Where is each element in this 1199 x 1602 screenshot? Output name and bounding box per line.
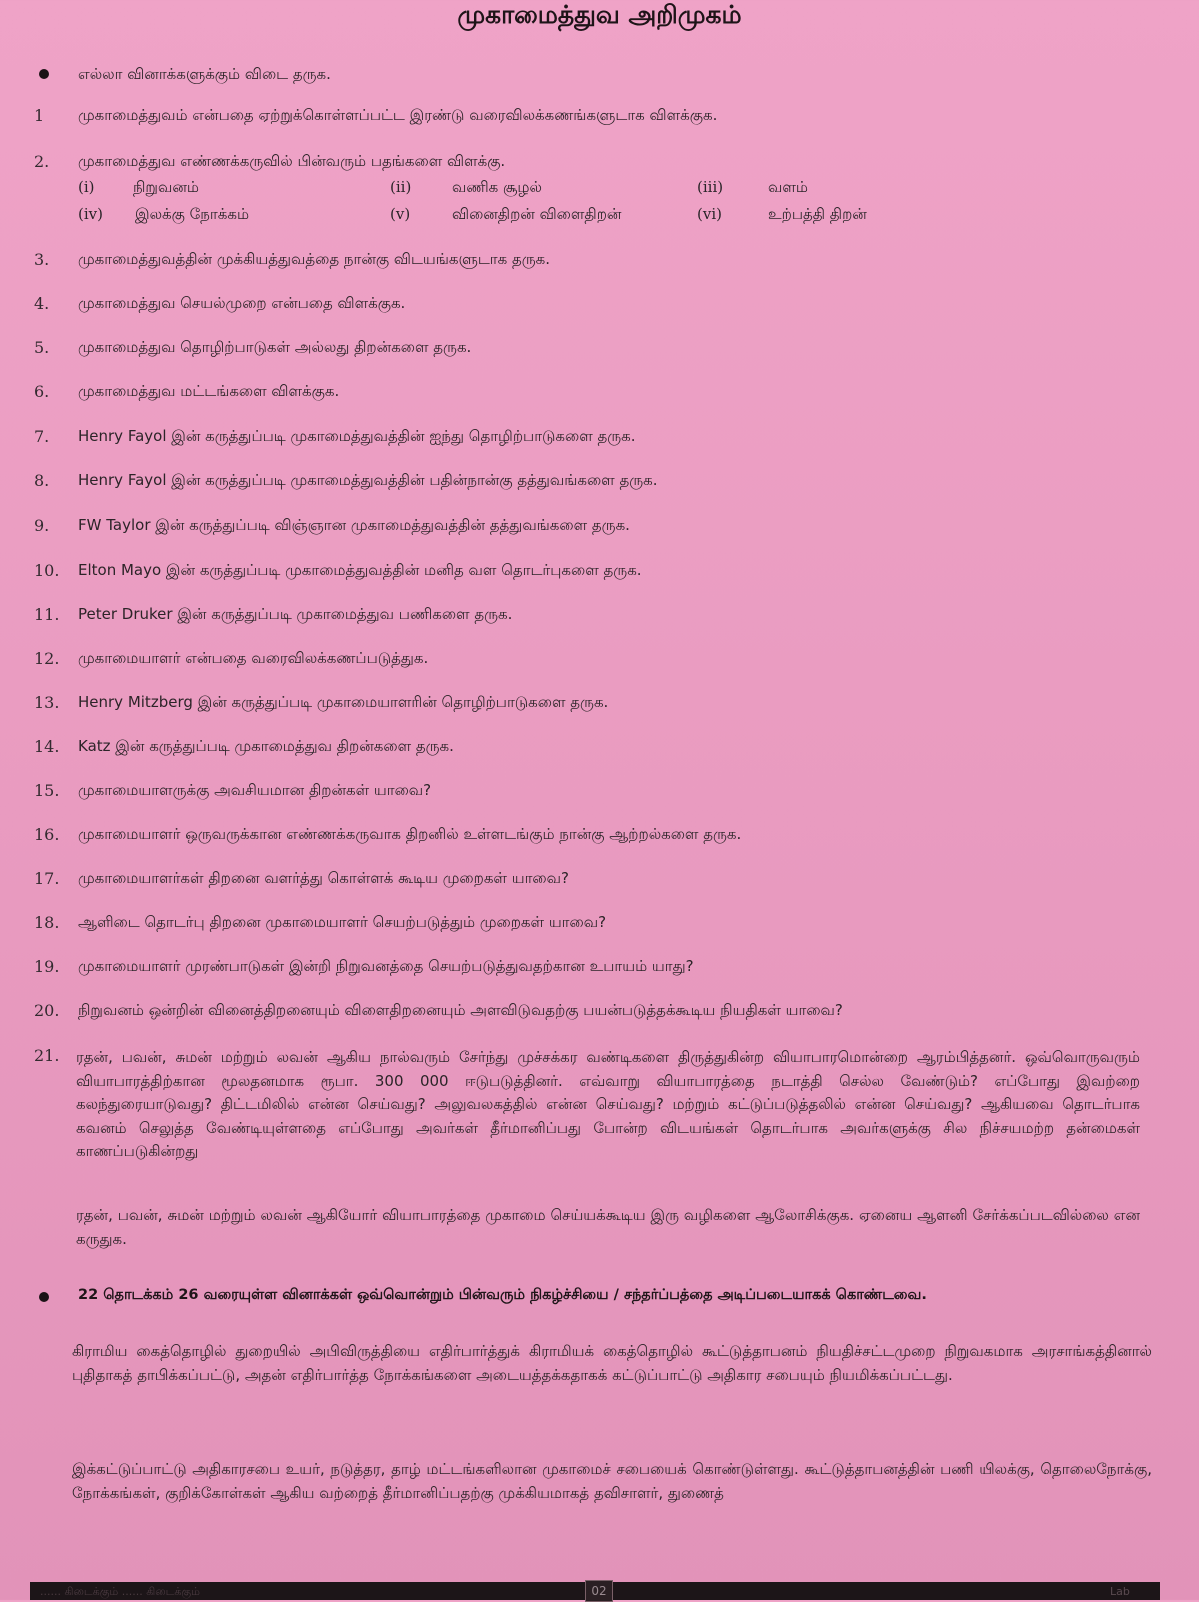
question-number: 8. [34, 471, 50, 490]
question-text: முகாமைத்துவ தொழிற்பாடுகள் அல்லது திறன்களை தருக. [78, 338, 472, 356]
term-number: (i) [78, 178, 95, 196]
question-number: 3. [34, 250, 50, 269]
term-number: (iv) [78, 205, 103, 223]
question-number: 4. [34, 294, 50, 313]
question-text: Henry Fayol இன் கருத்துப்படி முகாமைத்துவத்தின் ஐந்து தொழிற்பாடுகளை தருக. [78, 427, 636, 445]
question-number: 10. [34, 561, 60, 580]
case-paragraph: இக்கட்டுப்பாட்டு அதிகாரசபை உயர், நடுத்தர, தாழ் மட்டங்களிலான முகாமைச் சபையைக் கொண்டுள்ளது. கூட்டுத்தாபனத்தின் பணி யிலக்கு, தொலைநோக்கு, நோக்கங்கள், குறிக்கோள்கள் ஆகிய வற்றைத் தீர்மானிப்பதற்கு முக்கியமாகத் தவிசாளர், துணைத் [72, 1460, 1152, 1502]
question-text: FW Taylor இன் கருத்துப்படி விஞ்ஞான முகாமைத்துவத்தின் தத்துவங்களை தருக. [78, 516, 630, 534]
q21-scenario-paragraph: ரதன், பவன், சுமன் மற்றும் லவன் ஆகிய நால்வரும் சேர்ந்து முச்சக்கர வண்டிகளை திருத்துகின்ற வியாபாரமொன்றை ஆரம்பித்தனர். ஒவ்வொருவரும் வியாபாரத்திற்கான மூலதனமாக ரூபா. 300 000 ஈடுபடுத்தினர். எவ்வாறு வியாபாரத்தை நடாத்தி செல்ல வேண்டும்? எப்போது இவற்றை கலந்துரையாடுவது? திட்டமிலில் என்ன செய்வது? அலுவலகத்தில் என்ன செய்வது? மற்றும் கட்டுப்படுத்தலில் என்ன செய்வது? ஆகியவை தொடர்பாக கவனம் செலுத்த வேண்டியுள்ளதை எப்போது அவர்கள் தீர்மானிப்பது போன்ற விடயங்கள் தொடர்பாக அவர்களுக்கு சில நிச்சயமற்ற தன்மைகள் காணப்படுகின்றது [76, 1048, 1140, 1160]
question-text: நிறுவனம் ஒன்றின் வினைத்திறனையும் விளைதிறனையும் அளவிடுவதற்கு பயன்படுத்தக்கூடிய நியதிகள் யாவை? [78, 1001, 843, 1019]
question-number: 9. [34, 516, 50, 535]
q21-question-paragraph: ரதன், பவன், சுமன் மற்றும் லவன் ஆகியோர் வியாபாரத்தை முகாமை செய்யக்கூடிய இரு வழிகளை ஆலோசிக்குக. ஏனைய ஆளனி சேர்க்கப்படவில்லை என கருதுக. [76, 1206, 1141, 1248]
question-text: ஆளிடை தொடர்பு திறனை முகாமையாளர் செயற்படுத்தும் முறைகள் யாவை? [78, 913, 607, 931]
question-number: 14. [34, 737, 60, 756]
term-label: உற்பத்தி திறன் [768, 205, 867, 223]
question-number: 1 [34, 106, 45, 125]
section-note-text: 22 தொடக்கம் 26 வரையுள்ள வினாக்கள் ஒவ்வொன்றும் பின்வரும் நிகழ்ச்சியை / சந்தர்ப்பத்தை அடிப்படையாகக் கொண்டவை. [78, 1287, 927, 1303]
question-text: முகாமையாளர்கள் திறனை வளர்த்து கொள்ளக் கூடிய முறைகள் யாவை? [78, 869, 569, 887]
footer-left-text: ...... கிடைக்கும் ...... கிடைக்கும் [40, 1585, 200, 1598]
question-number: 15. [34, 781, 60, 800]
question-text: Katz இன் கருத்துப்படி முகாமைத்துவ திறன்களை தருக. [78, 737, 454, 755]
question-text: முகாமையாளர் என்பதை வரைவிலக்கணப்படுத்துக. [78, 649, 429, 667]
question-text: முகாமையாளர் முரண்பாடுகள் இன்றி நிறுவனத்தை செயற்படுத்துவதற்கான உபாயம் யாது? [78, 957, 694, 975]
term-label: வளம் [768, 178, 808, 196]
term-number: (vi) [697, 205, 722, 223]
question-number: 2. [34, 152, 50, 171]
question-number: 17. [34, 869, 60, 888]
instruction-text: எல்லா வினாக்களுக்கும் விடை தருக. [78, 65, 331, 83]
term-label: இலக்கு நோக்கம் [135, 205, 250, 223]
question-text: முகாமைத்துவ மட்டங்களை விளக்குக. [78, 382, 340, 400]
question-number: 19. [34, 957, 60, 976]
question-text: முகாமைத்துவ செயல்முறை என்பதை விளக்குக. [78, 294, 406, 312]
question-text: முகாமைத்துவ எண்ணக்கருவில் பின்வரும் பதங்களை விளக்கு. [78, 152, 506, 170]
question-number: 16. [34, 825, 60, 844]
term-number: (iii) [697, 178, 724, 196]
question-number: 18. [34, 913, 60, 932]
question-number: 5. [34, 338, 50, 357]
term-number: (ii) [390, 178, 412, 196]
term-label: வணிக சூழல் [452, 178, 542, 196]
question-text: முகாமைத்துவம் என்பதை ஏற்றுக்கொள்ளப்பட்ட இரண்டு வரைவிலக்கணங்களுடாக விளக்குக. [78, 106, 718, 124]
case-paragraph: கிராமிய கைத்தொழில் துறையில் அபிவிருத்தியை எதிர்பார்த்துக் கிராமியக் கைத்தொழில் கூட்டுத்தாபனம் நியதிச்சட்டமுறை நிறுவகமாக அரசாங்கத்தினால் புதிதாகத் தாபிக்கப்பட்டு, அதன் எதிர்பார்த்த நோக்கங்களை அடையத்தக்கதாகக் கட்டுப்பாட்டு அதிகார சபையும் நியமிக்கப்பட்டது. [72, 1342, 1152, 1384]
footer-right-text: Lab [1110, 1585, 1130, 1598]
question-text: Henry Fayol இன் கருத்துப்படி முகாமைத்துவத்தின் பதின்நான்கு தத்துவங்களை தருக. [78, 471, 658, 489]
question-text: Peter Druker இன் கருத்துப்படி முகாமைத்துவ பணிகளை தருக. [78, 605, 513, 623]
bullet-icon [39, 69, 49, 79]
question-number: 21. [34, 1046, 60, 1065]
term-label: நிறுவனம் [133, 178, 199, 196]
question-number: 12. [34, 649, 60, 668]
question-number: 11. [34, 605, 60, 624]
question-text: முகாமையாளர் ஒருவருக்கான எண்ணக்கருவாக திறனில் உள்ளடங்கும் நான்கு ஆற்றல்களை தருக. [78, 825, 742, 843]
term-label: வினைதிறன் விளைதிறன் [452, 205, 622, 223]
question-text: முகாமைத்துவத்தின் முக்கியத்துவத்தை நான்கு விடயங்களுடாக தருக. [78, 250, 551, 268]
question-number: 13. [34, 693, 60, 712]
question-text: Elton Mayo இன் கருத்துப்படி முகாமைத்துவத்தின் மனித வள தொடர்புகளை தருக. [78, 561, 642, 579]
page-title: முகாமைத்துவ அறிமுகம் [457, 0, 742, 29]
question-number: 6. [34, 382, 50, 401]
bullet-icon [39, 1292, 49, 1302]
question-text: முகாமையாளருக்கு அவசியமான திறன்கள் யாவை? [78, 781, 432, 799]
term-number: (v) [390, 205, 411, 223]
question-number: 7. [34, 427, 50, 446]
question-text: Henry Mitzberg இன் கருத்துப்படி முகாமையாளரின் தொழிற்பாடுகளை தருக. [78, 693, 609, 711]
question-number: 20. [34, 1001, 60, 1020]
page-number: 02 [585, 1580, 613, 1602]
